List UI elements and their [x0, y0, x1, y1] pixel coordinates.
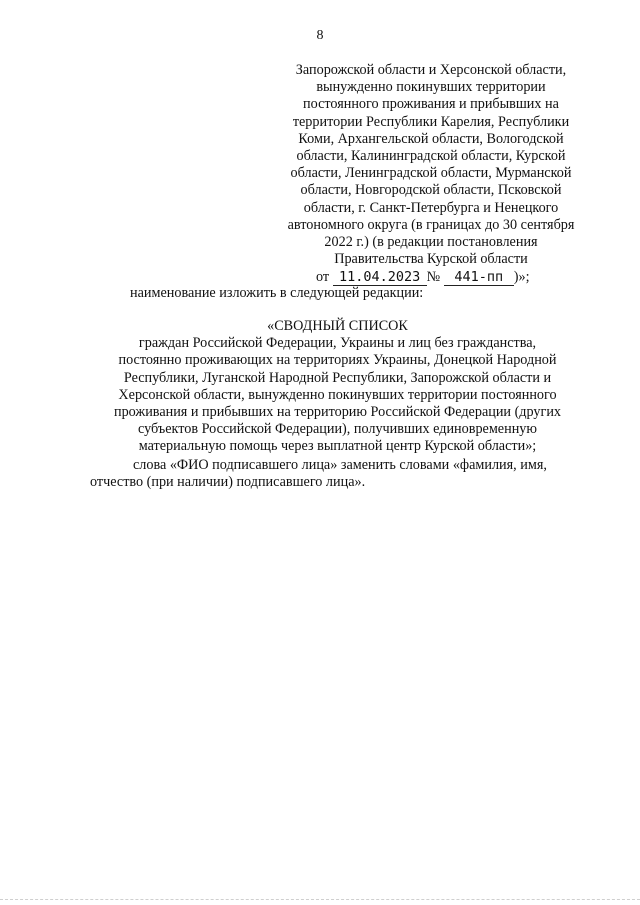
header-line: территории Республики Карелия, Республики	[292, 113, 570, 130]
reference-number: 441-пп	[444, 270, 514, 286]
title-block	[85, 318, 590, 456]
header-block	[272, 62, 590, 287]
title-line: граждан Российской Федерации, Украины и лиц без гражданства,	[138, 335, 537, 352]
header-line: Запорожской области и Херсонской области,	[295, 62, 567, 78]
title-line: Херсонской области, вынужденно покинувших территории постоянного	[118, 386, 557, 403]
reference-date: 11.04.2023	[333, 270, 427, 286]
instruction-text: наименование изложить в следующей редакции:	[130, 285, 424, 301]
reference-suffix: )»;	[513, 269, 530, 286]
title-line: «СВОДНЫЙ СПИСОК	[267, 318, 408, 334]
title-line: материальную помощь через выплатной центр Курской области»;	[138, 438, 537, 455]
header-line: автономного округа (в границах до 30 сентября	[287, 216, 575, 233]
header-line: области, Калининградской области, Курской	[296, 148, 566, 165]
header-line: области, Ленинградской области, Мурманской	[290, 165, 572, 182]
header-line: области, г. Санкт-Петербурга и Ненецкого	[303, 199, 559, 216]
replacement-line: слова «ФИО подписавшего лица» заменить словами «фамилия, имя,	[133, 457, 547, 473]
title-line: проживания и прибывших на территорию Российской Федерации (других	[113, 404, 562, 421]
header-line: области, Новгородской области, Псковской	[300, 182, 562, 199]
replacement-line: отчество (при наличии) подписавшего лица».	[90, 474, 366, 490]
header-line: Коми, Архангельской области, Вологодской	[298, 130, 564, 147]
reference-prefix: от	[316, 269, 330, 286]
header-line: 2022 г.) (в редакции постановления	[324, 234, 538, 251]
scan-edge-divider	[0, 899, 640, 900]
title-line: постоянно проживающих на территориях Украины, Донецкой Народной	[118, 352, 557, 369]
header-line: Правительства Курской области	[334, 251, 528, 268]
header-line: вынужденно покинувших территории	[316, 79, 546, 96]
reference-number-sign: №	[426, 269, 441, 286]
header-line: постоянного проживания и прибывших на	[303, 96, 559, 113]
title-line: субъектов Российской Федерации), получивших единовременную	[138, 421, 537, 438]
page-number: 8	[316, 28, 324, 43]
title-line: Республики, Луганской Народной Республики, Запорожской области и	[123, 369, 552, 386]
